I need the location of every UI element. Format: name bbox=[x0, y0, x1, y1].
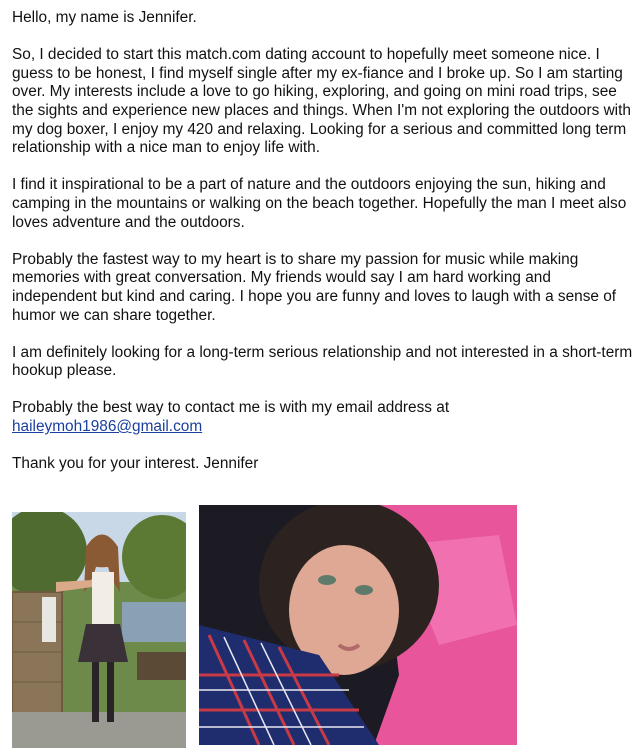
nature-paragraph: I find it inspirational to be a part of nature and the outdoors enjoying the sun, hiking and camping in the mountains or walking on the beach together. Hopefully the man I meet also loves adventure and the outdoors. bbox=[12, 176, 627, 231]
personality-paragraph: Probably the fastest way to my heart is to share my passion for music while making memories with great conversation. My friends would say I am hard working and independent but kind and caring. I hope you are funny and loves to laugh with a sense of humor we can share together. bbox=[12, 250, 617, 324]
photo-row bbox=[0, 505, 643, 755]
closing-line: Thank you for your interest. Jennifer bbox=[12, 455, 259, 473]
intro-paragraph: So, I decided to start this match.com dating account to hopefully meet someone nice. I guess to be honest, I find myself single after my ex-fiance and I broke up. So I am starting over. My interests include a love to go hiking, exploring, and going on mini road trips, see the sights and experience new places and things. When I'm not exploring the outdoors with my dog boxer, I enjoy my 420 and relaxing. Looking for a serious and committed long term relationship with a nice man to enjoy life with. bbox=[12, 46, 631, 157]
email-link[interactable]: haileymoh1986@gmail.com bbox=[12, 418, 203, 436]
contact-paragraph bbox=[12, 399, 638, 436]
relationship-paragraph: I am definitely looking for a long-term serious relationship and not interested in a short-term hookup please. bbox=[12, 343, 633, 380]
letter-body bbox=[12, 9, 638, 492]
contact-text: Probably the best way to contact me is with my email address at bbox=[12, 399, 450, 417]
outdoor-photo bbox=[12, 512, 186, 748]
selfie-photo bbox=[199, 505, 517, 745]
greeting: Hello, my name is Jennifer. bbox=[12, 9, 197, 26]
